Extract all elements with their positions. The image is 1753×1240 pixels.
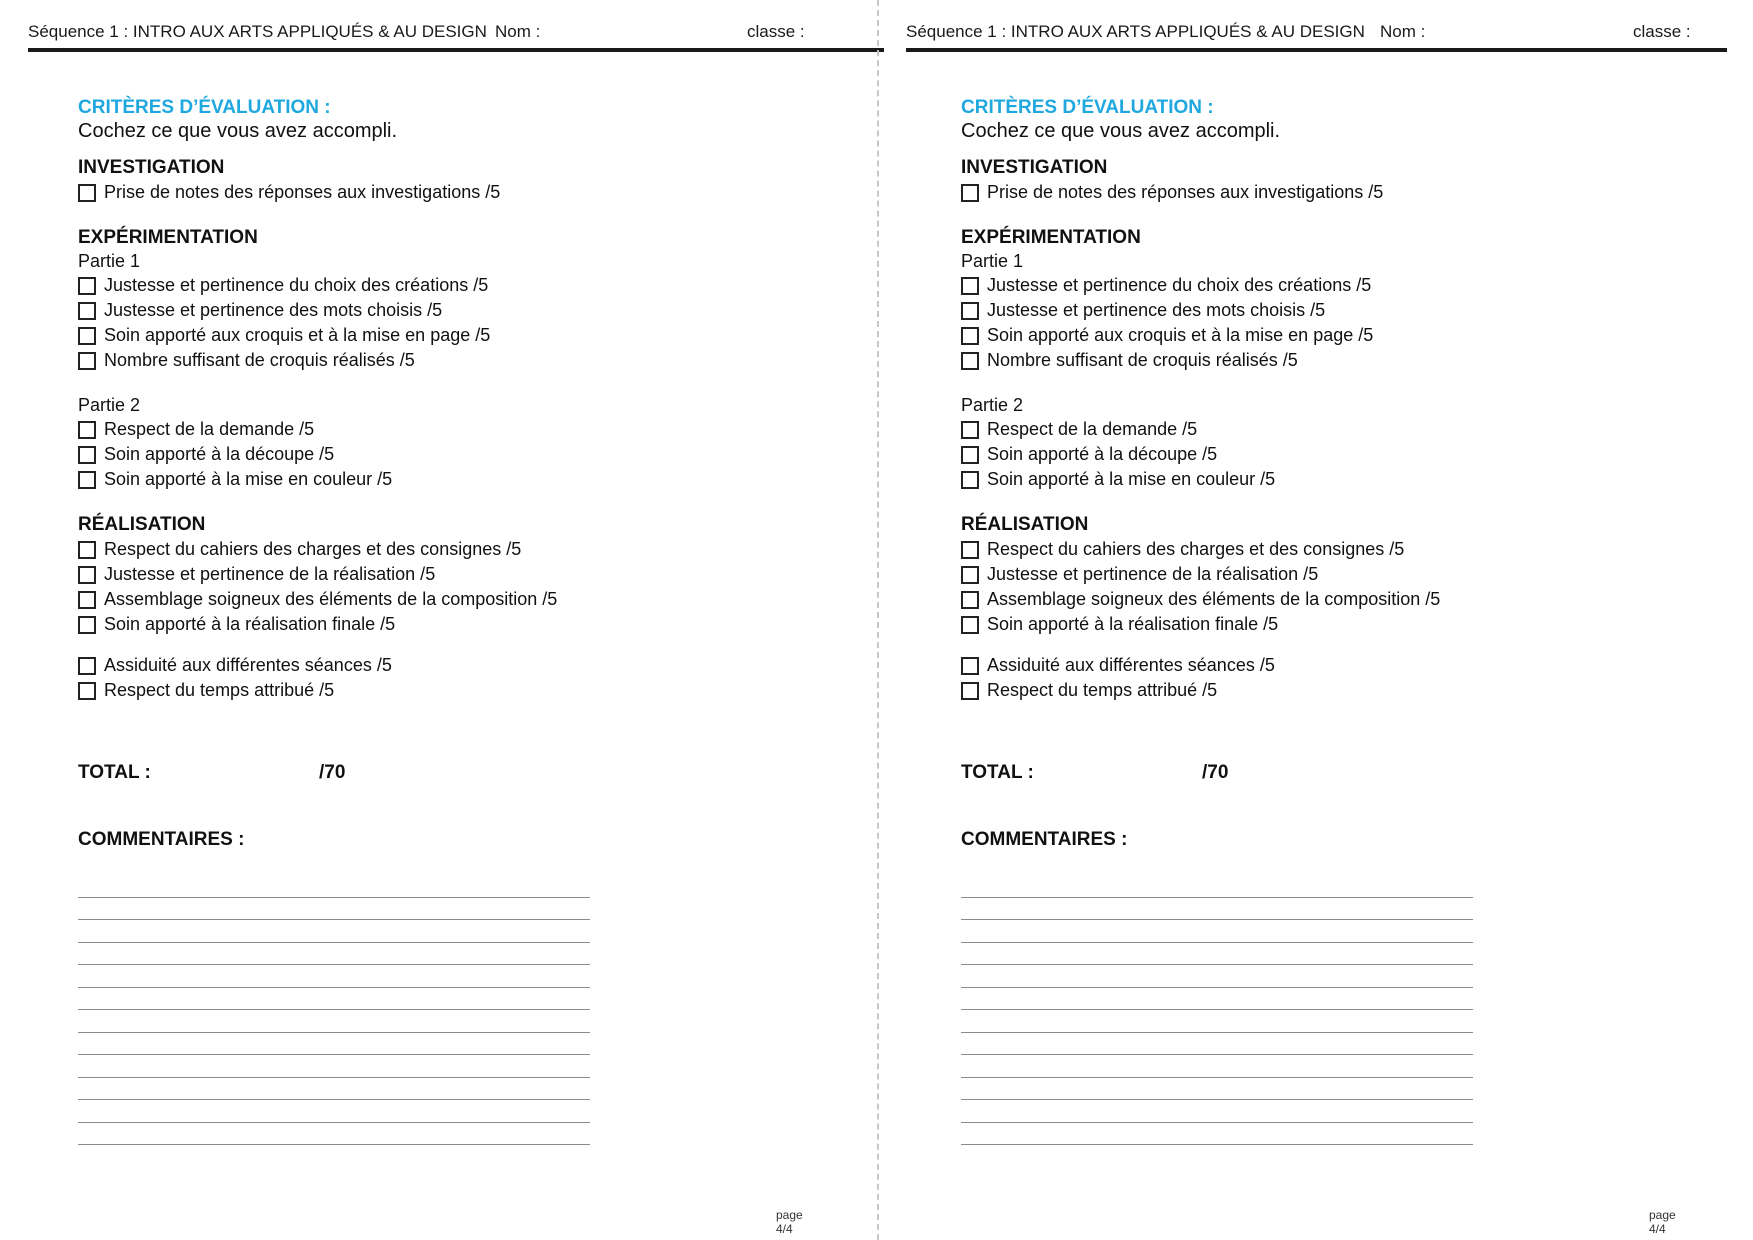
section-gap xyxy=(961,492,1581,513)
criterion-label: Nombre suffisant de croquis réalisés /5 xyxy=(987,350,1298,370)
criterion-checkbox[interactable] xyxy=(961,184,979,202)
criterion-row xyxy=(78,537,698,562)
section-gap xyxy=(78,373,698,394)
criterion-label: Prise de notes des réponses aux investigations /5 xyxy=(104,182,501,202)
criterion-row xyxy=(78,273,698,298)
total-row xyxy=(78,761,698,785)
comment-line xyxy=(961,1033,1473,1056)
criterion-checkbox[interactable] xyxy=(961,352,979,370)
criterion-row xyxy=(961,537,1581,562)
comment-line xyxy=(961,875,1473,898)
criterion-checkbox[interactable] xyxy=(961,566,979,584)
criterion-label: Justesse et pertinence du choix des créations /5 xyxy=(104,275,489,295)
criteria-title: CRITÈRES D’ÉVALUATION : xyxy=(78,97,331,118)
criteria-title: CRITÈRES D’ÉVALUATION : xyxy=(961,97,1214,118)
comment-line xyxy=(961,988,1473,1011)
criterion-checkbox[interactable] xyxy=(78,541,96,559)
criterion-label: Nombre suffisant de croquis réalisés /5 xyxy=(104,350,415,370)
comment-line xyxy=(78,1078,590,1101)
total-score: /70 xyxy=(1202,762,1229,783)
criterion-label: Justesse et pertinence du choix des créations /5 xyxy=(987,275,1372,295)
section-gap xyxy=(78,205,698,226)
sequence-title: Séquence 1 : INTRO AUX ARTS APPLIQUÉS & AU DESIGN xyxy=(906,22,1365,41)
criterion-label: Assiduité aux différentes séances /5 xyxy=(987,655,1275,675)
evaluation-form xyxy=(961,97,1581,1145)
realisation-heading: RÉALISATION xyxy=(961,514,1089,535)
criterion-checkbox[interactable] xyxy=(961,277,979,295)
criterion-label: Assiduité aux différentes séances /5 xyxy=(104,655,392,675)
criterion-checkbox[interactable] xyxy=(78,277,96,295)
criterion-row xyxy=(961,298,1581,323)
total-label: TOTAL : xyxy=(961,762,1034,783)
criterion-label: Respect du temps attribué /5 xyxy=(987,680,1218,700)
criterion-label: Soin apporté à la réalisation finale /5 xyxy=(104,614,396,634)
evaluation-form xyxy=(78,97,698,1145)
criterion-label: Respect de la demande /5 xyxy=(987,419,1198,439)
classe-label: classe : xyxy=(747,22,805,41)
criterion-row xyxy=(961,323,1581,348)
criterion-checkbox[interactable] xyxy=(78,352,96,370)
criterion-label: Soin apporté à la réalisation finale /5 xyxy=(987,614,1279,634)
criterion-row xyxy=(961,348,1581,373)
experimentation-heading: EXPÉRIMENTATION xyxy=(78,227,258,248)
partie1-label: Partie 1 xyxy=(961,251,1024,271)
investigation-heading: INVESTIGATION xyxy=(78,157,225,178)
criterion-row xyxy=(961,273,1581,298)
comment-writing-area[interactable] xyxy=(961,875,1473,1145)
criterion-row xyxy=(78,678,698,703)
comments-heading: COMMENTAIRES : xyxy=(961,829,1128,850)
criterion-checkbox[interactable] xyxy=(961,657,979,675)
criterion-checkbox[interactable] xyxy=(961,591,979,609)
section-gap xyxy=(961,637,1581,653)
comment-writing-area[interactable] xyxy=(78,875,590,1145)
criterion-label: Justesse et pertinence des mots choisis /5 xyxy=(104,300,443,320)
criterion-checkbox[interactable] xyxy=(78,302,96,320)
comment-line xyxy=(961,898,1473,921)
criterion-row xyxy=(78,467,698,492)
criterion-row xyxy=(961,467,1581,492)
criterion-row xyxy=(78,298,698,323)
criterion-checkbox[interactable] xyxy=(78,591,96,609)
criterion-row xyxy=(78,653,698,678)
comment-line xyxy=(78,875,590,898)
criterion-label: Soin apporté aux croquis et à la mise en page /5 xyxy=(987,325,1374,345)
criterion-row xyxy=(961,417,1581,442)
nom-label: Nom : xyxy=(1380,22,1426,41)
section-gap xyxy=(961,373,1581,394)
criterion-label: Soin apporté à la mise en couleur /5 xyxy=(104,469,393,489)
criterion-label: Justesse et pertinence de la réalisation /5 xyxy=(104,564,436,584)
comment-line xyxy=(78,1100,590,1123)
comment-line xyxy=(961,1055,1473,1078)
realisation-heading: RÉALISATION xyxy=(78,514,206,535)
criterion-label: Respect du cahiers des charges et des consignes /5 xyxy=(987,539,1405,559)
criterion-checkbox[interactable] xyxy=(78,616,96,634)
left-evaluation-page xyxy=(0,0,803,1240)
criterion-row xyxy=(961,653,1581,678)
criterion-checkbox[interactable] xyxy=(961,616,979,634)
total-label: TOTAL : xyxy=(78,762,151,783)
comments-heading: COMMENTAIRES : xyxy=(78,829,245,850)
nom-label: Nom : xyxy=(495,22,541,41)
partie2-label: Partie 2 xyxy=(78,395,141,415)
section-gap xyxy=(78,492,698,513)
page-number: page 4/4 xyxy=(776,1208,803,1236)
comment-line xyxy=(78,965,590,988)
criterion-row xyxy=(78,442,698,467)
criterion-checkbox[interactable] xyxy=(78,446,96,464)
sequence-title: Séquence 1 : INTRO AUX ARTS APPLIQUÉS & AU DESIGN xyxy=(28,22,487,41)
criterion-checkbox[interactable] xyxy=(78,682,96,700)
criterion-row xyxy=(78,587,698,612)
criterion-label: Assemblage soigneux des éléments de la composition /5 xyxy=(987,589,1441,609)
criterion-label: Assemblage soigneux des éléments de la composition /5 xyxy=(104,589,558,609)
classe-label: classe : xyxy=(1633,22,1691,41)
page-number: page 4/4 xyxy=(1649,1208,1676,1236)
criterion-label: Respect du temps attribué /5 xyxy=(104,680,335,700)
criterion-checkbox[interactable] xyxy=(961,421,979,439)
criterion-row xyxy=(961,612,1581,637)
criterion-checkbox[interactable] xyxy=(961,471,979,489)
criterion-checkbox[interactable] xyxy=(78,421,96,439)
criterion-checkbox[interactable] xyxy=(961,327,979,345)
total-score: /70 xyxy=(319,762,346,783)
criterion-checkbox[interactable] xyxy=(961,446,979,464)
partie2-label: Partie 2 xyxy=(961,395,1024,415)
criterion-checkbox[interactable] xyxy=(78,471,96,489)
criterion-label: Prise de notes des réponses aux investigations /5 xyxy=(987,182,1384,202)
comment-line xyxy=(961,920,1473,943)
comment-line xyxy=(78,920,590,943)
criterion-label: Justesse et pertinence de la réalisation /5 xyxy=(987,564,1319,584)
criterion-row xyxy=(961,562,1581,587)
comment-line xyxy=(961,1010,1473,1033)
criterion-row xyxy=(78,612,698,637)
right-evaluation-page xyxy=(883,0,1683,1240)
section-gap xyxy=(961,205,1581,226)
section-gap xyxy=(78,637,698,653)
criterion-row xyxy=(961,587,1581,612)
criterion-label: Respect du cahiers des charges et des consignes /5 xyxy=(104,539,522,559)
partie1-label: Partie 1 xyxy=(78,251,141,271)
criterion-checkbox[interactable] xyxy=(78,327,96,345)
criterion-row xyxy=(961,180,1581,205)
criterion-label: Soin apporté à la mise en couleur /5 xyxy=(987,469,1276,489)
criterion-checkbox[interactable] xyxy=(78,566,96,584)
criterion-checkbox[interactable] xyxy=(78,657,96,675)
criterion-label: Respect de la demande /5 xyxy=(104,419,315,439)
criterion-label: Justesse et pertinence des mots choisis /5 xyxy=(987,300,1326,320)
experimentation-heading: EXPÉRIMENTATION xyxy=(961,227,1141,248)
comment-line xyxy=(961,1100,1473,1123)
comment-line xyxy=(78,1123,590,1146)
comment-line xyxy=(78,1010,590,1033)
criterion-checkbox[interactable] xyxy=(961,682,979,700)
criterion-row xyxy=(78,180,698,205)
comment-line xyxy=(78,898,590,921)
page-fold-divider xyxy=(877,0,879,1240)
comment-line xyxy=(78,1055,590,1078)
criterion-checkbox[interactable] xyxy=(961,302,979,320)
investigation-heading: INVESTIGATION xyxy=(961,157,1108,178)
comment-line xyxy=(961,1123,1473,1146)
criterion-label: Soin apporté à la découpe /5 xyxy=(987,444,1218,464)
criterion-row xyxy=(961,442,1581,467)
criterion-row xyxy=(78,562,698,587)
criterion-checkbox[interactable] xyxy=(78,184,96,202)
criterion-row xyxy=(961,678,1581,703)
criterion-checkbox[interactable] xyxy=(961,541,979,559)
criterion-label: Soin apporté à la découpe /5 xyxy=(104,444,335,464)
criterion-label: Soin apporté aux croquis et à la mise en page /5 xyxy=(104,325,491,345)
comment-line xyxy=(78,988,590,1011)
comment-line xyxy=(961,943,1473,966)
criterion-row xyxy=(78,348,698,373)
instruction-text: Cochez ce que vous avez accompli. xyxy=(961,120,1281,142)
criterion-row xyxy=(78,417,698,442)
criterion-row xyxy=(78,323,698,348)
comment-line xyxy=(961,965,1473,988)
comment-line xyxy=(78,943,590,966)
total-row xyxy=(961,761,1581,785)
comment-line xyxy=(961,1078,1473,1101)
comment-line xyxy=(78,1033,590,1056)
instruction-text: Cochez ce que vous avez accompli. xyxy=(78,120,398,142)
